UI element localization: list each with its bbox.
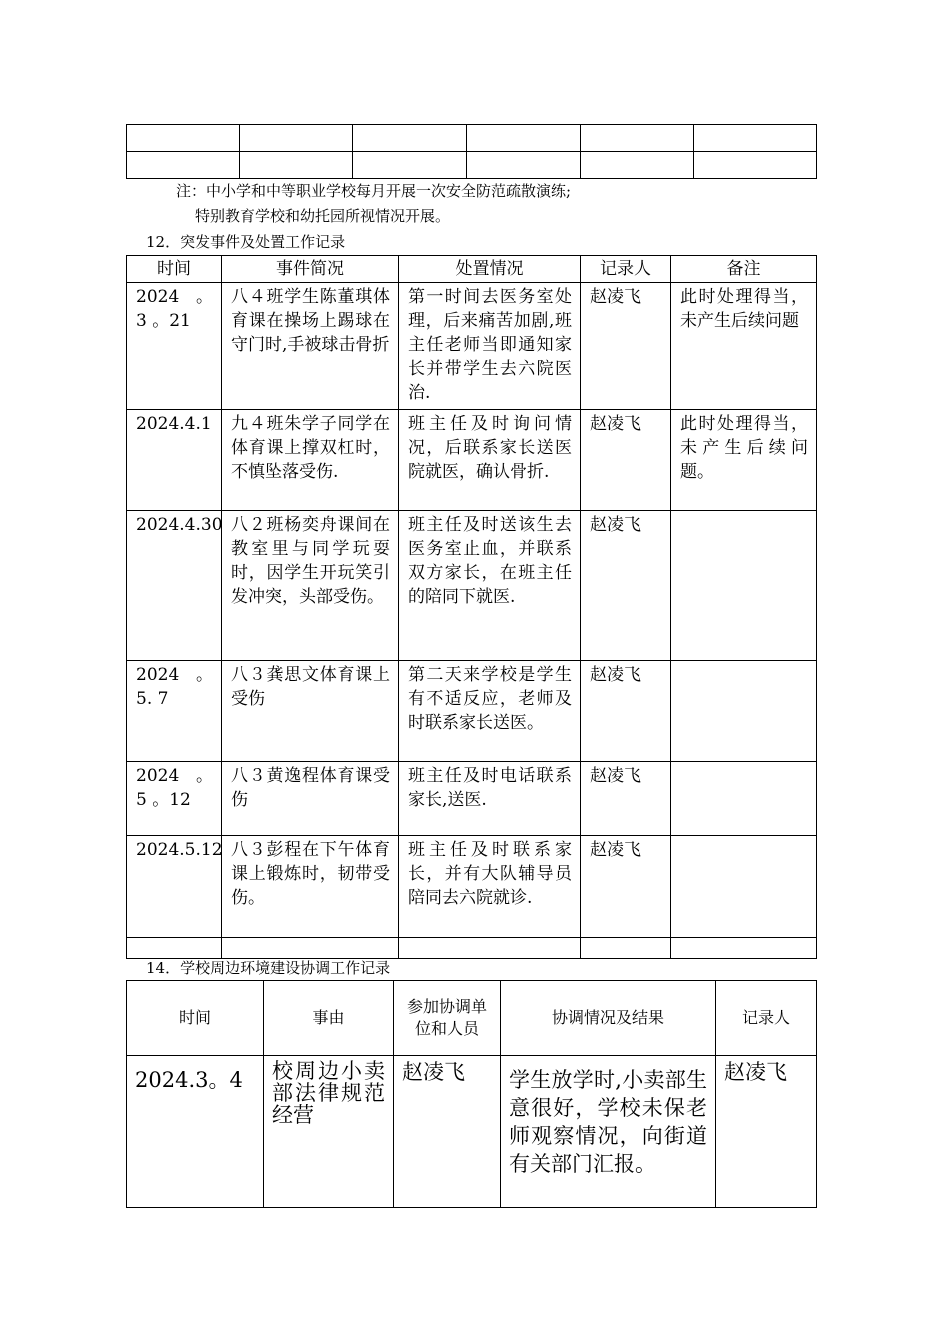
- incident-record-table: [126, 255, 817, 959]
- header-reason: 事由: [264, 981, 394, 1056]
- cell-time: 2024.5.12: [127, 836, 222, 938]
- cell-handling: 第二天来学校是学生有不适反应，老师及时联系家长送医。: [399, 661, 581, 762]
- cell-recorder: 赵凌飞: [716, 1056, 817, 1208]
- cell-remark: 此时处理得当，未产生后续问题。: [671, 410, 817, 511]
- cell-time: 2024 。 3 。21: [127, 283, 222, 410]
- cell-recorder: 赵凌飞: [581, 836, 671, 938]
- cell-recorder: 赵凌飞: [581, 283, 671, 410]
- note-line-2: 特别教育学校和幼托园所视情况开展。: [195, 207, 451, 225]
- environment-coordination-table: [126, 980, 817, 1208]
- cell-time: 2024.4.30: [127, 511, 222, 661]
- cell-remark: 此时处理得当，未产生后续问题: [671, 283, 817, 410]
- header-event: 事件简况: [222, 256, 399, 283]
- header-recorder: 记录人: [716, 981, 817, 1056]
- cell-handling: 第一时间去医务室处理，后来痛苦加剧,班主任老师当即通知家长并带学生去六院医治.: [399, 283, 581, 410]
- note-line-1: 注：中小学和中等职业学校每月开展一次安全防范疏散演练;: [176, 182, 572, 200]
- header-handling: 处置情况: [399, 256, 581, 283]
- cell-event: 八３黄逸程体育课受伤: [222, 762, 399, 836]
- cell-recorder: 赵凌飞: [581, 762, 671, 836]
- table-row: [127, 1056, 817, 1208]
- table-row: [127, 152, 817, 179]
- table-row: [127, 125, 817, 152]
- header-result: 协调情况及结果: [501, 981, 716, 1056]
- cell-remark: [671, 836, 817, 938]
- table-row: [127, 283, 817, 410]
- cell-event: 八２班杨奕舟课间在教室里与同学玩耍时，因学生开玩笑引发冲突，头部受伤。: [222, 511, 399, 661]
- cell-remark: [671, 762, 817, 836]
- cell-handling: 班主任及时送该生去医务室止血，并联系双方家长，在班主任的陪同下就医.: [399, 511, 581, 661]
- section-14-title: 14．学校周边环境建设协调工作记录: [146, 959, 391, 977]
- cell-event: 八４班学生陈董琪体育课在操场上踢球在守门时,手被球击骨折: [222, 283, 399, 410]
- table-row: [127, 938, 817, 959]
- cell-time: 2024 。 5 。12: [127, 762, 222, 836]
- table-row: [127, 836, 817, 938]
- cell-event: 八３彭程在下午体育课上锻炼时，韧带受伤。: [222, 836, 399, 938]
- cell-recorder: 赵凌飞: [581, 410, 671, 511]
- table-row: [127, 511, 817, 661]
- cell-recorder: 赵凌飞: [581, 661, 671, 762]
- table-header-row: [127, 256, 817, 283]
- cell-event: 九４班朱学子同学在体育课上撑双杠时，不慎坠落受伤.: [222, 410, 399, 511]
- table-row: [127, 661, 817, 762]
- cell-result: 学生放学时,小卖部生意很好，学校未保老师观察情况，向街道有关部门汇报。: [501, 1056, 716, 1208]
- header-time: 时间: [127, 256, 222, 283]
- cell-remark: [671, 511, 817, 661]
- header-time: 时间: [127, 981, 264, 1056]
- cell-remark: [671, 661, 817, 762]
- cell-recorder: 赵凌飞: [581, 511, 671, 661]
- table-row: [127, 762, 817, 836]
- table-row: [127, 410, 817, 511]
- cell-time: 2024.3。4: [127, 1056, 264, 1208]
- cell-time: 2024.4.1: [127, 410, 222, 511]
- cell-event: 八３龚思文体育课上受伤: [222, 661, 399, 762]
- section-12-title: 12．突发事件及处置工作记录: [146, 233, 346, 251]
- cell-handling: 班主任及时询问情况，后联系家长送医院就医，确认骨折.: [399, 410, 581, 511]
- header-remark: 备注: [671, 256, 817, 283]
- cell-handling: 班主任及时联系家长，并有大队辅导员陪同去六院就诊.: [399, 836, 581, 938]
- cell-participants: 赵凌飞: [394, 1056, 501, 1208]
- cell-handling: 班主任及时电话联系家长,送医.: [399, 762, 581, 836]
- header-recorder: 记录人: [581, 256, 671, 283]
- header-participants: 参加协调单位和人员: [394, 981, 501, 1056]
- empty-drill-table: [126, 124, 817, 179]
- table-header-row: [127, 981, 817, 1056]
- cell-reason: 校周边小卖部法律规范经营: [264, 1056, 394, 1208]
- cell-time: 2024 。 5. 7: [127, 661, 222, 762]
